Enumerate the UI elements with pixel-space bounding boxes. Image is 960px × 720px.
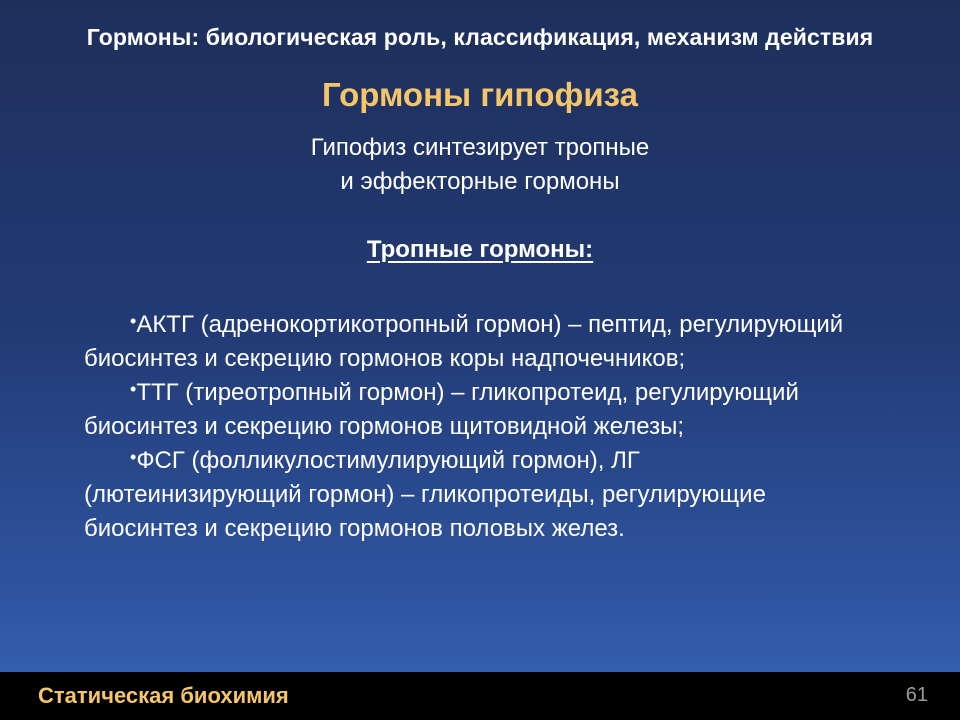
footer-title: Статическая биохимия (38, 683, 289, 708)
list-item-text: ТТГ (тиреотропный гормон) – гликопротеид, регулирующий биосинтез и секрецию гормонов щитовидной железы; (84, 379, 799, 440)
footer-bar (0, 672, 960, 720)
list-item (84, 376, 844, 444)
slide-header: Гормоны: биологическая роль, классификация, механизм действия (86, 24, 874, 50)
list-item-text: АКТГ (адренокортикотропный гормон) – пептид, регулирующий биосинтез и секрецию гормонов коры надпочечников; (84, 311, 844, 372)
bullet-icon: • (130, 447, 137, 467)
intro-text (0, 131, 960, 199)
intro-line-1: Гипофиз синтезирует тропные (310, 134, 650, 161)
list-item (84, 308, 844, 376)
intro-line-2: и эффекторные гормоны (340, 168, 620, 195)
slide-title: Гормоны гипофиза (322, 76, 638, 113)
section-heading: Тропные гормоны: (366, 236, 594, 263)
bullet-icon: • (130, 379, 137, 399)
list-item (84, 444, 844, 546)
hormone-list (84, 308, 844, 546)
list-item-text: ФСГ (фолликулостимулирующий гормон), ЛГ (лютеинизирующий гормон) – гликопротеиды, регулирующие биосинтез и секрецию гормонов половых желез. (84, 447, 766, 542)
bullet-icon: • (130, 311, 137, 331)
page-number: 61 (905, 684, 928, 706)
